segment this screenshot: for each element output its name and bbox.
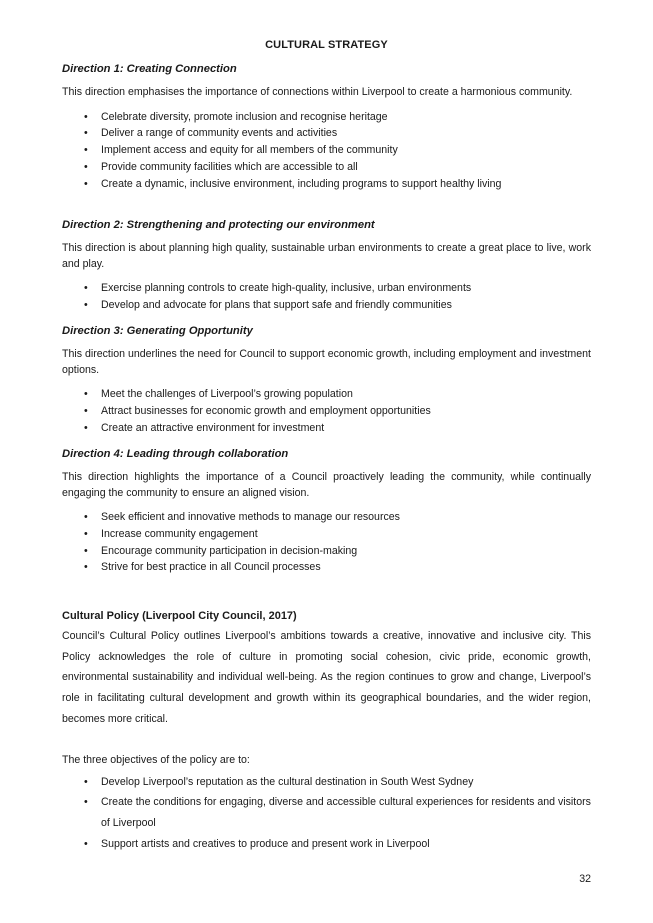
cultural-policy-text: Council’s Cultural Policy outlines Liverpool’s ambitions towards a creative, innovative and inclusive city. This Policy acknowledges the role of culture in promoting social cohesion, civic pride, economic growth, environmental sustainability and individual well-being. As the region continues to grow and change, Liverpool’s role in facilitating cultural development and growth within its geographical boundaries, and the wider region, becomes more critical. <box>62 630 591 725</box>
list-item: • Seek efficient and innovative methods to manage our resources <box>62 509 591 526</box>
direction-1-bullets <box>62 109 591 193</box>
list-item: • Develop and advocate for plans that support safe and friendly communities <box>62 297 591 314</box>
list-item: • Deliver a range of community events and activities <box>62 125 591 142</box>
direction-4-heading: Direction 4: Leading through collaboration <box>62 448 289 460</box>
list-item: • Celebrate diversity, promote inclusion and recognise heritage <box>62 109 591 126</box>
direction-4-bullets <box>62 509 591 576</box>
list-item: • Meet the challenges of Liverpool’s growing population <box>62 386 591 403</box>
list-item: • Develop Liverpool’s reputation as the cultural destination in South West Sydney <box>62 772 591 793</box>
list-item: • Encourage community participation in decision-making <box>62 543 591 560</box>
direction-2-bullets <box>62 280 591 314</box>
list-item: • Create an attractive environment for investment <box>62 420 591 437</box>
direction-2-section <box>62 218 591 314</box>
direction-1-heading: Direction 1: Creating Connection <box>62 63 237 75</box>
list-item: • Support artists and creatives to produce and present work in Liverpool <box>62 834 591 855</box>
list-item: • Implement access and equity for all members of the community <box>62 142 591 159</box>
direction-1-text: This direction emphasises the importance of connections within Liverpool to create a harmonious community. <box>62 86 573 98</box>
list-item: • Exercise planning controls to create high-quality, inclusive, urban environments <box>62 280 591 297</box>
page-number: 32 <box>579 873 591 885</box>
direction-4-text: This direction highlights the importance of a Council proactively leading the community, while continually engaging the community to ensure an aligned vision. <box>62 471 591 499</box>
list-item: • Create the conditions for engaging, diverse and accessible cultural experiences for residents and visitors of Liverpool <box>62 792 591 833</box>
cultural-policy-section <box>62 609 591 730</box>
direction-1-section <box>62 62 591 192</box>
list-item: • Create a dynamic, inclusive environment, including programs to support healthy living <box>62 176 591 193</box>
page-title: CULTURAL STRATEGY <box>265 39 388 51</box>
direction-2-heading: Direction 2: Strengthening and protecting our environment <box>62 219 375 231</box>
list-item: • Provide community facilities which are accessible to all <box>62 159 591 176</box>
objectives-intro: The three objectives of the policy are to: <box>62 754 250 766</box>
direction-3-text: This direction underlines the need for Council to support economic growth, including employment and investment options. <box>62 348 591 376</box>
list-item: • Attract businesses for economic growth and employment opportunities <box>62 403 591 420</box>
objectives-section <box>62 753 591 854</box>
direction-3-bullets <box>62 386 591 436</box>
objectives-list <box>62 772 591 855</box>
cultural-policy-heading: Cultural Policy (Liverpool City Council, 2017) <box>62 610 297 622</box>
direction-3-heading: Direction 3: Generating Opportunity <box>62 325 253 337</box>
direction-2-text: This direction is about planning high quality, sustainable urban environments to create a great place to live, work and play. <box>62 242 591 270</box>
direction-3-section <box>62 324 591 436</box>
list-item: • Strive for best practice in all Council processes <box>62 559 591 576</box>
list-item: • Increase community engagement <box>62 526 591 543</box>
direction-4-section <box>62 447 591 576</box>
